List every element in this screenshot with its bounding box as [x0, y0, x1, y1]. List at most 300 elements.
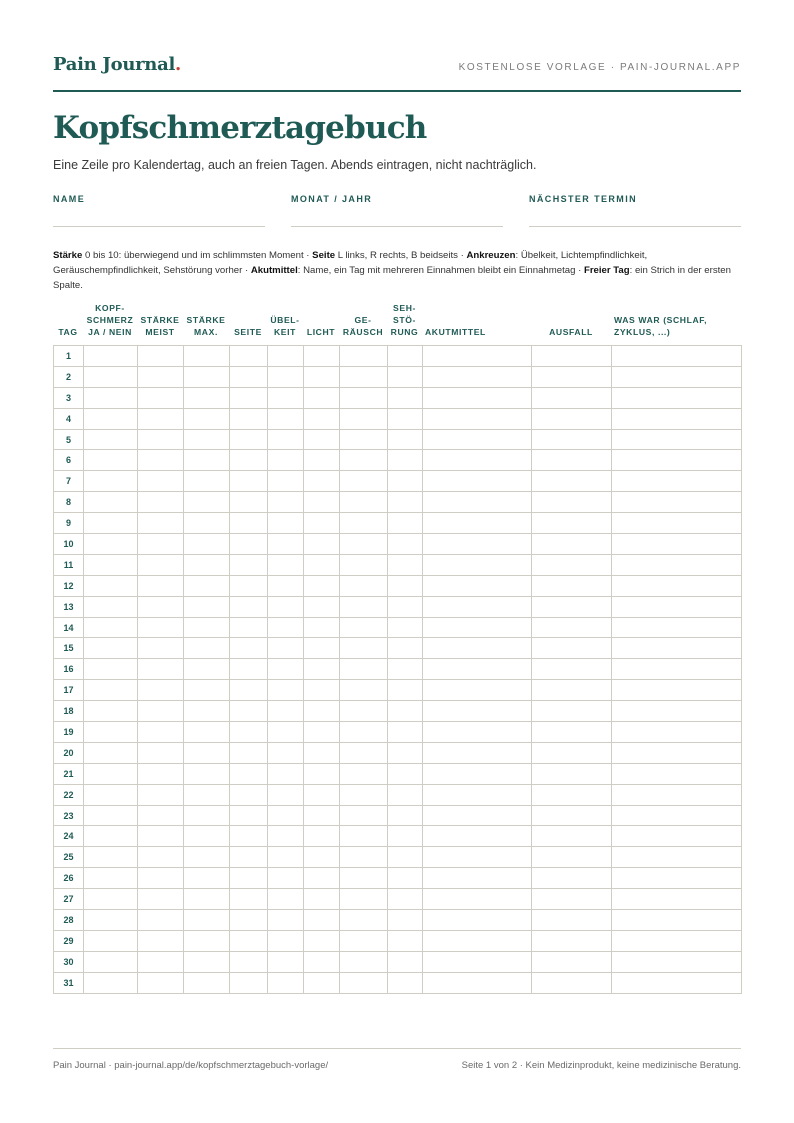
cell-headache[interactable] — [84, 784, 138, 805]
cell-light[interactable] — [304, 784, 340, 805]
cell-loss[interactable] — [532, 346, 612, 367]
cell-headache[interactable] — [84, 763, 138, 784]
cell-strength-max[interactable] — [184, 951, 230, 972]
cell-side[interactable] — [230, 346, 268, 367]
cell-strength-usual[interactable] — [138, 763, 184, 784]
cell-light[interactable] — [304, 826, 340, 847]
cell-nausea[interactable] — [268, 868, 304, 889]
cell-strength-usual[interactable] — [138, 847, 184, 868]
cell-nausea[interactable] — [268, 680, 304, 701]
cell-notes[interactable] — [612, 763, 742, 784]
cell-loss[interactable] — [532, 554, 612, 575]
cell-notes[interactable] — [612, 346, 742, 367]
cell-visual[interactable] — [388, 826, 423, 847]
cell-side[interactable] — [230, 471, 268, 492]
cell-noise[interactable] — [340, 617, 388, 638]
cell-nausea[interactable] — [268, 889, 304, 910]
cell-noise[interactable] — [340, 429, 388, 450]
cell-strength-usual[interactable] — [138, 471, 184, 492]
cell-notes[interactable] — [612, 910, 742, 931]
cell-light[interactable] — [304, 910, 340, 931]
cell-strength-usual[interactable] — [138, 554, 184, 575]
cell-visual[interactable] — [388, 534, 423, 555]
cell-strength-max[interactable] — [184, 450, 230, 471]
cell-visual[interactable] — [388, 930, 423, 951]
cell-noise[interactable] — [340, 951, 388, 972]
cell-nausea[interactable] — [268, 408, 304, 429]
cell-loss[interactable] — [532, 492, 612, 513]
cell-strength-max[interactable] — [184, 910, 230, 931]
cell-visual[interactable] — [388, 492, 423, 513]
cell-noise[interactable] — [340, 638, 388, 659]
cell-strength-max[interactable] — [184, 847, 230, 868]
cell-noise[interactable] — [340, 366, 388, 387]
cell-strength-max[interactable] — [184, 513, 230, 534]
cell-notes[interactable] — [612, 722, 742, 743]
cell-medication[interactable] — [423, 617, 532, 638]
cell-loss[interactable] — [532, 408, 612, 429]
cell-nausea[interactable] — [268, 471, 304, 492]
cell-medication[interactable] — [423, 450, 532, 471]
cell-light[interactable] — [304, 596, 340, 617]
cell-side[interactable] — [230, 366, 268, 387]
cell-medication[interactable] — [423, 930, 532, 951]
cell-headache[interactable] — [84, 826, 138, 847]
cell-loss[interactable] — [532, 471, 612, 492]
cell-medication[interactable] — [423, 534, 532, 555]
month-year-field[interactable] — [291, 194, 503, 227]
cell-medication[interactable] — [423, 387, 532, 408]
cell-headache[interactable] — [84, 868, 138, 889]
cell-strength-usual[interactable] — [138, 701, 184, 722]
cell-noise[interactable] — [340, 471, 388, 492]
cell-notes[interactable] — [612, 471, 742, 492]
cell-noise[interactable] — [340, 534, 388, 555]
cell-loss[interactable] — [532, 575, 612, 596]
cell-strength-max[interactable] — [184, 722, 230, 743]
cell-light[interactable] — [304, 366, 340, 387]
cell-medication[interactable] — [423, 680, 532, 701]
cell-nausea[interactable] — [268, 617, 304, 638]
cell-loss[interactable] — [532, 596, 612, 617]
cell-light[interactable] — [304, 701, 340, 722]
cell-strength-usual[interactable] — [138, 910, 184, 931]
cell-notes[interactable] — [612, 366, 742, 387]
cell-notes[interactable] — [612, 826, 742, 847]
cell-loss[interactable] — [532, 366, 612, 387]
cell-medication[interactable] — [423, 805, 532, 826]
cell-headache[interactable] — [84, 596, 138, 617]
cell-side[interactable] — [230, 868, 268, 889]
cell-headache[interactable] — [84, 534, 138, 555]
cell-side[interactable] — [230, 951, 268, 972]
cell-side[interactable] — [230, 429, 268, 450]
cell-light[interactable] — [304, 889, 340, 910]
cell-headache[interactable] — [84, 930, 138, 951]
cell-noise[interactable] — [340, 826, 388, 847]
cell-nausea[interactable] — [268, 701, 304, 722]
cell-light[interactable] — [304, 847, 340, 868]
cell-side[interactable] — [230, 763, 268, 784]
cell-medication[interactable] — [423, 346, 532, 367]
cell-notes[interactable] — [612, 429, 742, 450]
cell-visual[interactable] — [388, 366, 423, 387]
cell-nausea[interactable] — [268, 575, 304, 596]
cell-medication[interactable] — [423, 408, 532, 429]
cell-loss[interactable] — [532, 951, 612, 972]
cell-headache[interactable] — [84, 722, 138, 743]
cell-strength-usual[interactable] — [138, 930, 184, 951]
cell-visual[interactable] — [388, 575, 423, 596]
cell-strength-max[interactable] — [184, 429, 230, 450]
cell-notes[interactable] — [612, 554, 742, 575]
cell-strength-max[interactable] — [184, 930, 230, 951]
cell-strength-usual[interactable] — [138, 617, 184, 638]
cell-light[interactable] — [304, 346, 340, 367]
cell-strength-max[interactable] — [184, 387, 230, 408]
cell-visual[interactable] — [388, 868, 423, 889]
cell-loss[interactable] — [532, 617, 612, 638]
cell-notes[interactable] — [612, 534, 742, 555]
cell-strength-max[interactable] — [184, 659, 230, 680]
cell-loss[interactable] — [532, 701, 612, 722]
cell-headache[interactable] — [84, 471, 138, 492]
cell-medication[interactable] — [423, 742, 532, 763]
cell-side[interactable] — [230, 554, 268, 575]
cell-loss[interactable] — [532, 826, 612, 847]
cell-light[interactable] — [304, 638, 340, 659]
cell-strength-usual[interactable] — [138, 513, 184, 534]
cell-notes[interactable] — [612, 784, 742, 805]
cell-notes[interactable] — [612, 596, 742, 617]
cell-nausea[interactable] — [268, 951, 304, 972]
cell-medication[interactable] — [423, 868, 532, 889]
cell-nausea[interactable] — [268, 930, 304, 951]
cell-notes[interactable] — [612, 680, 742, 701]
cell-strength-usual[interactable] — [138, 387, 184, 408]
cell-strength-usual[interactable] — [138, 575, 184, 596]
cell-noise[interactable] — [340, 910, 388, 931]
cell-visual[interactable] — [388, 596, 423, 617]
cell-light[interactable] — [304, 492, 340, 513]
cell-visual[interactable] — [388, 742, 423, 763]
cell-nausea[interactable] — [268, 763, 304, 784]
cell-noise[interactable] — [340, 575, 388, 596]
cell-loss[interactable] — [532, 910, 612, 931]
cell-side[interactable] — [230, 617, 268, 638]
cell-strength-usual[interactable] — [138, 450, 184, 471]
cell-side[interactable] — [230, 930, 268, 951]
cell-light[interactable] — [304, 868, 340, 889]
cell-strength-max[interactable] — [184, 575, 230, 596]
cell-headache[interactable] — [84, 972, 138, 993]
cell-strength-usual[interactable] — [138, 951, 184, 972]
cell-noise[interactable] — [340, 742, 388, 763]
cell-visual[interactable] — [388, 680, 423, 701]
cell-notes[interactable] — [612, 492, 742, 513]
cell-side[interactable] — [230, 659, 268, 680]
cell-noise[interactable] — [340, 868, 388, 889]
cell-loss[interactable] — [532, 742, 612, 763]
cell-visual[interactable] — [388, 617, 423, 638]
cell-nausea[interactable] — [268, 492, 304, 513]
cell-loss[interactable] — [532, 784, 612, 805]
cell-light[interactable] — [304, 534, 340, 555]
cell-medication[interactable] — [423, 513, 532, 534]
cell-strength-max[interactable] — [184, 889, 230, 910]
cell-strength-usual[interactable] — [138, 805, 184, 826]
cell-noise[interactable] — [340, 554, 388, 575]
cell-visual[interactable] — [388, 889, 423, 910]
cell-noise[interactable] — [340, 784, 388, 805]
cell-visual[interactable] — [388, 450, 423, 471]
cell-strength-max[interactable] — [184, 868, 230, 889]
cell-headache[interactable] — [84, 387, 138, 408]
cell-strength-usual[interactable] — [138, 972, 184, 993]
cell-nausea[interactable] — [268, 722, 304, 743]
cell-visual[interactable] — [388, 471, 423, 492]
cell-notes[interactable] — [612, 659, 742, 680]
cell-visual[interactable] — [388, 722, 423, 743]
cell-medication[interactable] — [423, 659, 532, 680]
cell-side[interactable] — [230, 534, 268, 555]
cell-light[interactable] — [304, 680, 340, 701]
cell-strength-max[interactable] — [184, 638, 230, 659]
cell-visual[interactable] — [388, 387, 423, 408]
cell-nausea[interactable] — [268, 596, 304, 617]
cell-strength-max[interactable] — [184, 534, 230, 555]
cell-headache[interactable] — [84, 346, 138, 367]
cell-light[interactable] — [304, 575, 340, 596]
cell-visual[interactable] — [388, 951, 423, 972]
cell-strength-usual[interactable] — [138, 638, 184, 659]
cell-light[interactable] — [304, 742, 340, 763]
cell-side[interactable] — [230, 450, 268, 471]
cell-nausea[interactable] — [268, 429, 304, 450]
cell-notes[interactable] — [612, 951, 742, 972]
cell-medication[interactable] — [423, 951, 532, 972]
cell-noise[interactable] — [340, 513, 388, 534]
cell-notes[interactable] — [612, 868, 742, 889]
cell-nausea[interactable] — [268, 784, 304, 805]
cell-light[interactable] — [304, 450, 340, 471]
cell-medication[interactable] — [423, 638, 532, 659]
cell-medication[interactable] — [423, 847, 532, 868]
cell-strength-max[interactable] — [184, 471, 230, 492]
cell-notes[interactable] — [612, 889, 742, 910]
cell-notes[interactable] — [612, 513, 742, 534]
cell-loss[interactable] — [532, 847, 612, 868]
cell-headache[interactable] — [84, 429, 138, 450]
cell-headache[interactable] — [84, 889, 138, 910]
cell-noise[interactable] — [340, 450, 388, 471]
cell-notes[interactable] — [612, 972, 742, 993]
cell-medication[interactable] — [423, 575, 532, 596]
cell-loss[interactable] — [532, 534, 612, 555]
cell-strength-usual[interactable] — [138, 868, 184, 889]
cell-noise[interactable] — [340, 346, 388, 367]
cell-side[interactable] — [230, 638, 268, 659]
cell-loss[interactable] — [532, 805, 612, 826]
cell-loss[interactable] — [532, 868, 612, 889]
cell-loss[interactable] — [532, 387, 612, 408]
cell-strength-usual[interactable] — [138, 366, 184, 387]
cell-strength-max[interactable] — [184, 763, 230, 784]
cell-visual[interactable] — [388, 554, 423, 575]
cell-medication[interactable] — [423, 701, 532, 722]
cell-strength-max[interactable] — [184, 346, 230, 367]
cell-nausea[interactable] — [268, 534, 304, 555]
cell-visual[interactable] — [388, 346, 423, 367]
cell-strength-usual[interactable] — [138, 680, 184, 701]
cell-strength-max[interactable] — [184, 742, 230, 763]
cell-loss[interactable] — [532, 450, 612, 471]
cell-notes[interactable] — [612, 617, 742, 638]
cell-strength-max[interactable] — [184, 366, 230, 387]
cell-light[interactable] — [304, 972, 340, 993]
cell-notes[interactable] — [612, 575, 742, 596]
cell-medication[interactable] — [423, 429, 532, 450]
cell-notes[interactable] — [612, 742, 742, 763]
cell-medication[interactable] — [423, 471, 532, 492]
cell-visual[interactable] — [388, 701, 423, 722]
cell-nausea[interactable] — [268, 513, 304, 534]
cell-notes[interactable] — [612, 387, 742, 408]
cell-notes[interactable] — [612, 805, 742, 826]
cell-noise[interactable] — [340, 763, 388, 784]
cell-notes[interactable] — [612, 701, 742, 722]
cell-notes[interactable] — [612, 408, 742, 429]
cell-headache[interactable] — [84, 701, 138, 722]
cell-loss[interactable] — [532, 722, 612, 743]
cell-strength-usual[interactable] — [138, 742, 184, 763]
next-appointment-field[interactable] — [529, 194, 741, 227]
cell-nausea[interactable] — [268, 387, 304, 408]
cell-strength-usual[interactable] — [138, 826, 184, 847]
cell-visual[interactable] — [388, 805, 423, 826]
cell-nausea[interactable] — [268, 910, 304, 931]
cell-strength-max[interactable] — [184, 805, 230, 826]
cell-strength-usual[interactable] — [138, 408, 184, 429]
cell-strength-max[interactable] — [184, 408, 230, 429]
cell-notes[interactable] — [612, 847, 742, 868]
cell-noise[interactable] — [340, 492, 388, 513]
cell-visual[interactable] — [388, 910, 423, 931]
cell-medication[interactable] — [423, 889, 532, 910]
cell-light[interactable] — [304, 513, 340, 534]
cell-loss[interactable] — [532, 513, 612, 534]
cell-headache[interactable] — [84, 366, 138, 387]
cell-side[interactable] — [230, 575, 268, 596]
cell-noise[interactable] — [340, 722, 388, 743]
cell-nausea[interactable] — [268, 742, 304, 763]
cell-visual[interactable] — [388, 763, 423, 784]
cell-strength-max[interactable] — [184, 972, 230, 993]
cell-notes[interactable] — [612, 930, 742, 951]
cell-strength-max[interactable] — [184, 826, 230, 847]
cell-nausea[interactable] — [268, 346, 304, 367]
cell-strength-usual[interactable] — [138, 889, 184, 910]
cell-nausea[interactable] — [268, 554, 304, 575]
cell-side[interactable] — [230, 972, 268, 993]
cell-light[interactable] — [304, 617, 340, 638]
cell-light[interactable] — [304, 659, 340, 680]
cell-noise[interactable] — [340, 596, 388, 617]
cell-side[interactable] — [230, 889, 268, 910]
cell-side[interactable] — [230, 701, 268, 722]
cell-noise[interactable] — [340, 659, 388, 680]
cell-side[interactable] — [230, 826, 268, 847]
cell-light[interactable] — [304, 387, 340, 408]
cell-headache[interactable] — [84, 617, 138, 638]
cell-noise[interactable] — [340, 680, 388, 701]
cell-medication[interactable] — [423, 722, 532, 743]
cell-strength-usual[interactable] — [138, 534, 184, 555]
cell-loss[interactable] — [532, 763, 612, 784]
cell-medication[interactable] — [423, 763, 532, 784]
cell-light[interactable] — [304, 408, 340, 429]
cell-side[interactable] — [230, 784, 268, 805]
cell-medication[interactable] — [423, 492, 532, 513]
cell-loss[interactable] — [532, 889, 612, 910]
cell-strength-max[interactable] — [184, 492, 230, 513]
cell-visual[interactable] — [388, 429, 423, 450]
cell-light[interactable] — [304, 805, 340, 826]
cell-side[interactable] — [230, 513, 268, 534]
cell-loss[interactable] — [532, 659, 612, 680]
cell-loss[interactable] — [532, 930, 612, 951]
cell-light[interactable] — [304, 429, 340, 450]
cell-nausea[interactable] — [268, 805, 304, 826]
cell-headache[interactable] — [84, 910, 138, 931]
cell-headache[interactable] — [84, 805, 138, 826]
cell-strength-usual[interactable] — [138, 722, 184, 743]
cell-medication[interactable] — [423, 554, 532, 575]
cell-light[interactable] — [304, 763, 340, 784]
cell-noise[interactable] — [340, 930, 388, 951]
cell-visual[interactable] — [388, 513, 423, 534]
cell-side[interactable] — [230, 722, 268, 743]
cell-headache[interactable] — [84, 742, 138, 763]
cell-side[interactable] — [230, 805, 268, 826]
cell-visual[interactable] — [388, 972, 423, 993]
cell-notes[interactable] — [612, 450, 742, 471]
cell-noise[interactable] — [340, 701, 388, 722]
cell-loss[interactable] — [532, 680, 612, 701]
cell-noise[interactable] — [340, 805, 388, 826]
cell-side[interactable] — [230, 492, 268, 513]
cell-nausea[interactable] — [268, 366, 304, 387]
cell-medication[interactable] — [423, 366, 532, 387]
cell-nausea[interactable] — [268, 826, 304, 847]
cell-loss[interactable] — [532, 638, 612, 659]
cell-visual[interactable] — [388, 784, 423, 805]
cell-headache[interactable] — [84, 680, 138, 701]
cell-nausea[interactable] — [268, 659, 304, 680]
cell-medication[interactable] — [423, 972, 532, 993]
cell-visual[interactable] — [388, 408, 423, 429]
cell-loss[interactable] — [532, 429, 612, 450]
cell-visual[interactable] — [388, 638, 423, 659]
cell-side[interactable] — [230, 742, 268, 763]
cell-strength-usual[interactable] — [138, 429, 184, 450]
name-field[interactable] — [53, 194, 265, 227]
cell-strength-usual[interactable] — [138, 596, 184, 617]
cell-headache[interactable] — [84, 492, 138, 513]
cell-noise[interactable] — [340, 847, 388, 868]
cell-headache[interactable] — [84, 554, 138, 575]
cell-light[interactable] — [304, 930, 340, 951]
